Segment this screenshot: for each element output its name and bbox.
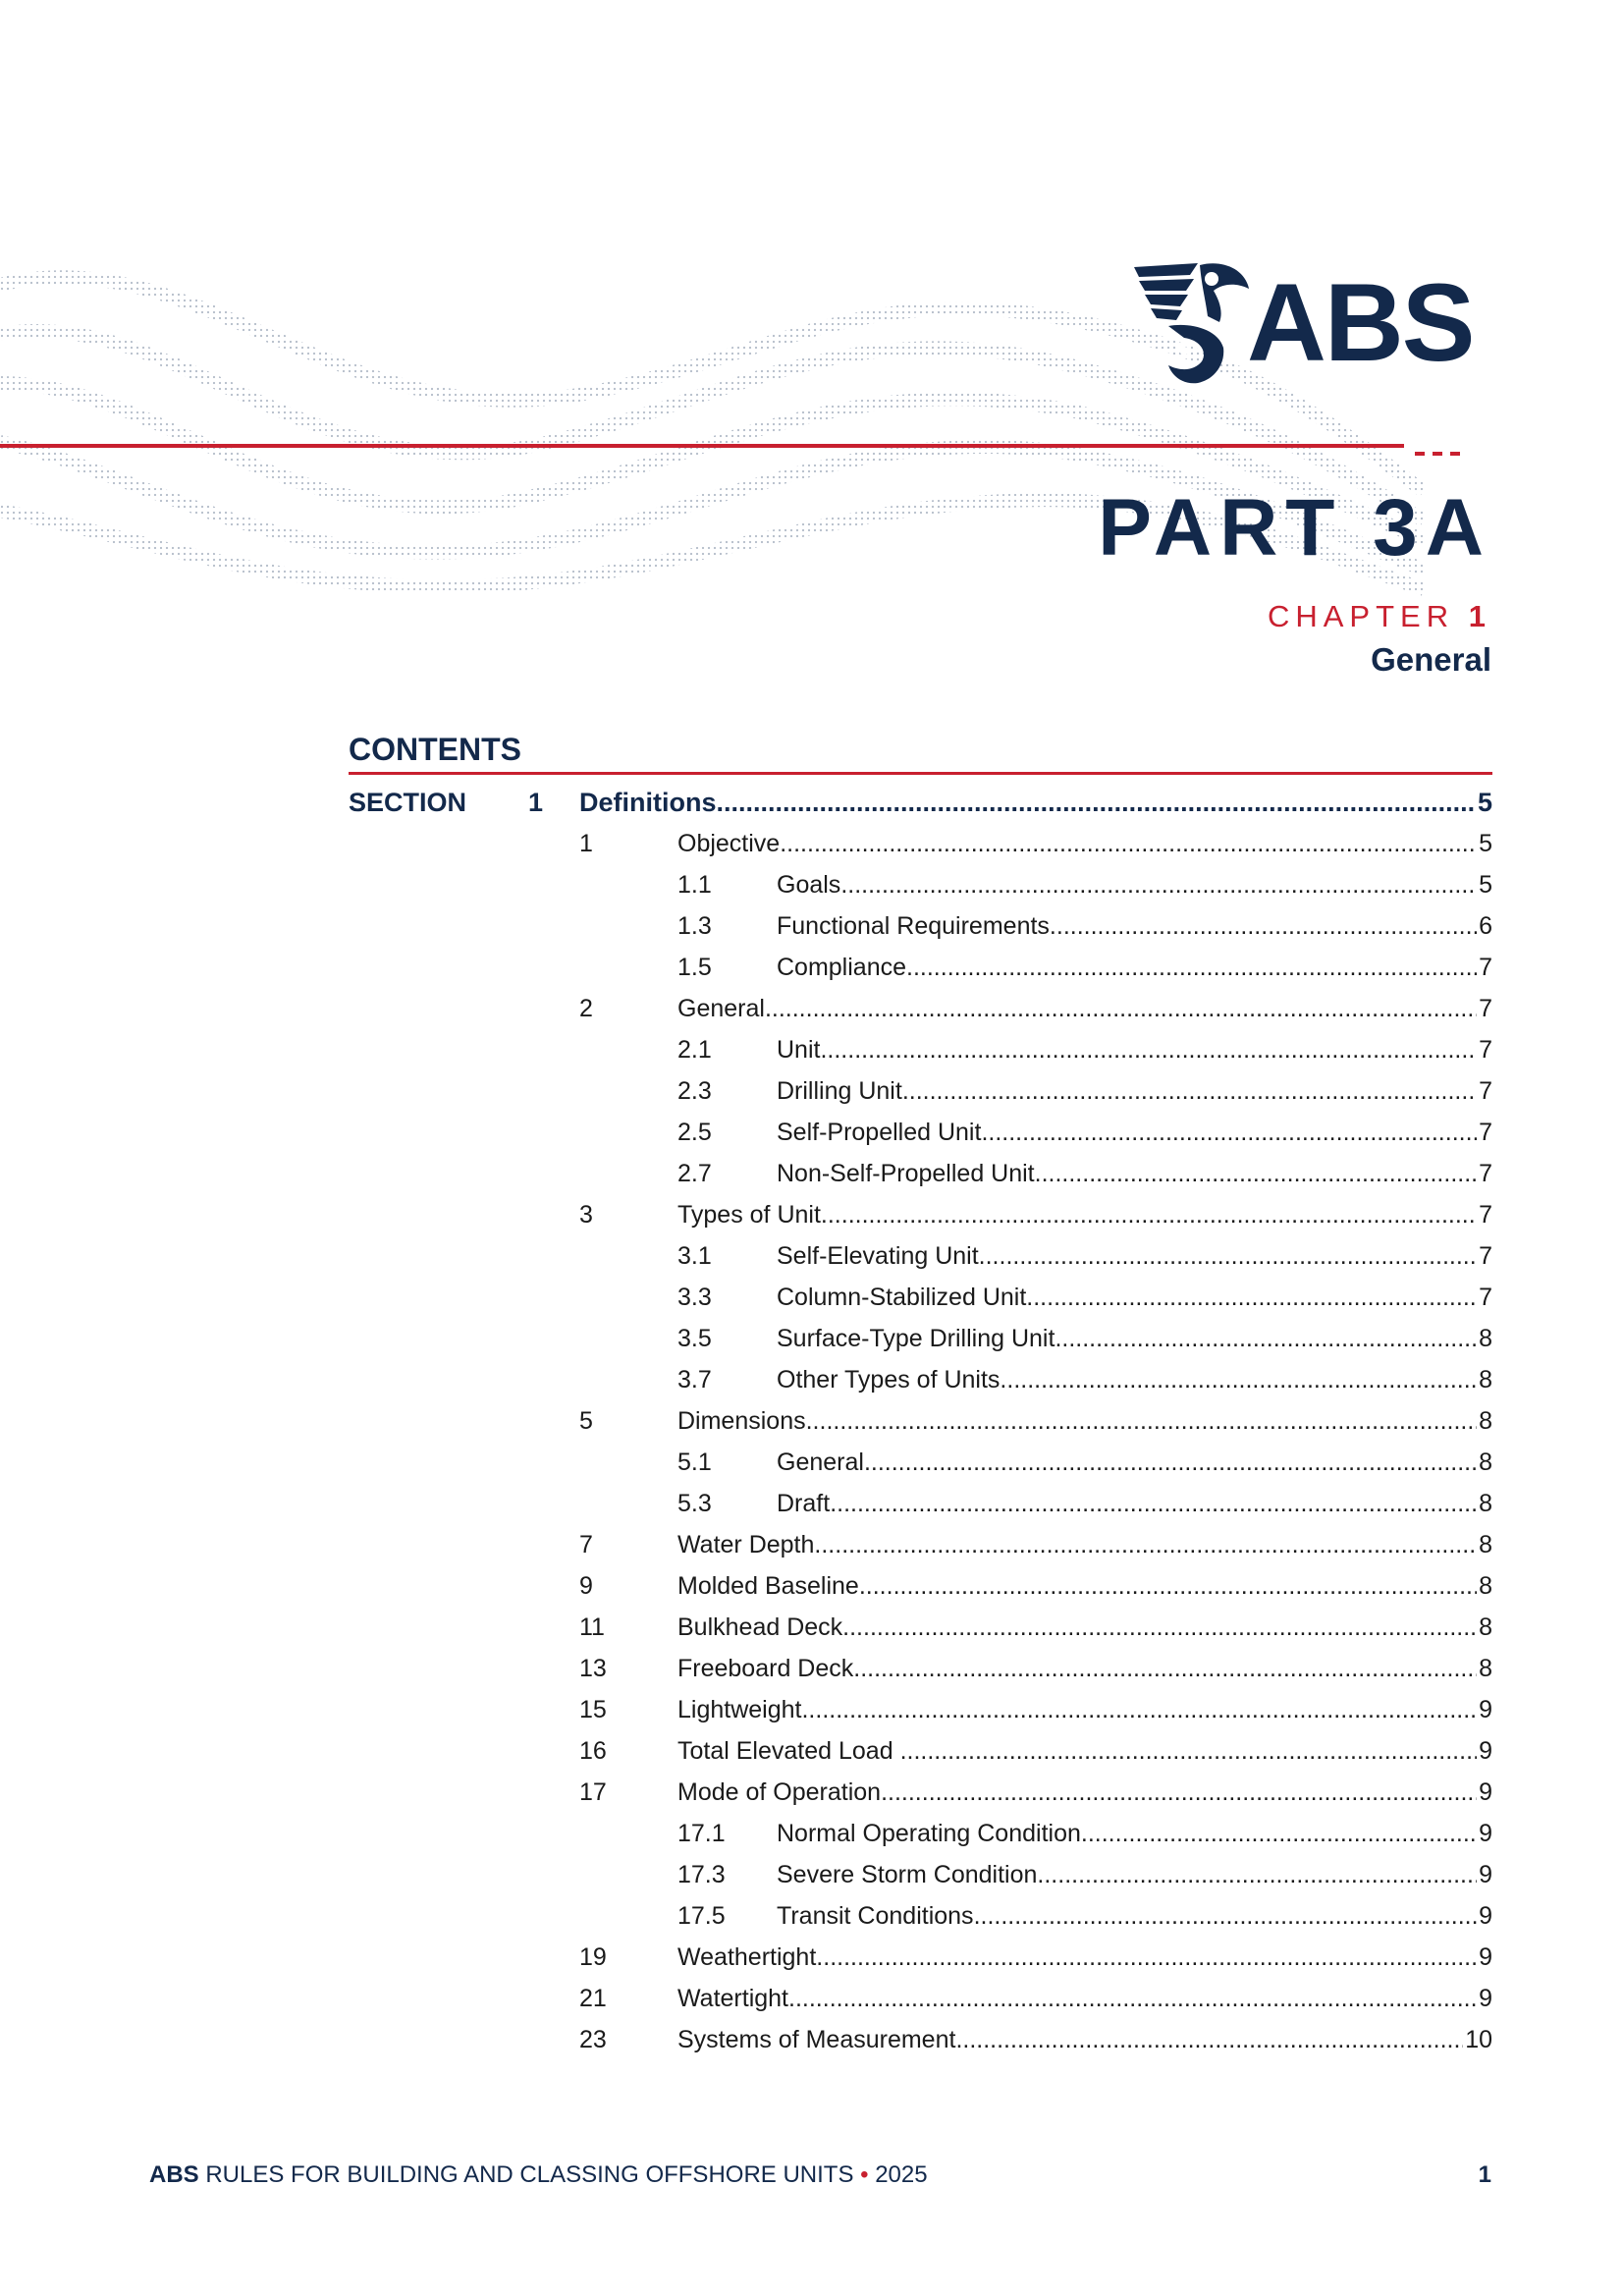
- toc-entry-page: 8: [1479, 1613, 1492, 1641]
- toc-entry[interactable]: [349, 1607, 1492, 1648]
- toc-entry-title: Other Types of Units: [777, 1366, 1001, 1394]
- abs-logo: [1129, 257, 1481, 395]
- toc-entry-page: 7: [1479, 1036, 1492, 1064]
- toc-entry-number: 13: [579, 1655, 607, 1682]
- toc-entry-number: 3.5: [677, 1325, 712, 1352]
- toc-entry-page: 8: [1479, 1407, 1492, 1435]
- part-title: PART 3A: [1098, 483, 1491, 573]
- toc-entry-page: 10: [1465, 2026, 1492, 2053]
- toc-entry-number: 2.5: [677, 1119, 712, 1146]
- toc-entry[interactable]: [349, 1483, 1492, 1524]
- footer-bullet: •: [860, 2161, 869, 2188]
- toc-entry-page: 5: [1479, 871, 1492, 899]
- toc-entry[interactable]: [349, 1689, 1492, 1730]
- toc-entry-page: 9: [1479, 1778, 1492, 1806]
- toc-entry-title: Drilling Unit: [777, 1077, 902, 1105]
- toc-entry[interactable]: [349, 1937, 1492, 1978]
- toc-entry-title: General: [677, 995, 765, 1022]
- toc-entry[interactable]: [349, 1112, 1492, 1153]
- toc-entry-page: 7: [1479, 1119, 1492, 1146]
- toc-entry[interactable]: [349, 1648, 1492, 1689]
- toc-entry-title: Transit Conditions: [777, 1902, 974, 1930]
- toc-entry-title: Water Depth: [677, 1531, 815, 1558]
- table-of-contents: [349, 782, 1492, 2060]
- toc-entry-page: 7: [1479, 1077, 1492, 1105]
- toc-entry-title: Total Elevated Load: [677, 1737, 900, 1765]
- footer-brand: ABS: [149, 2161, 199, 2188]
- toc-entry[interactable]: [349, 1813, 1492, 1854]
- chapter-title: General: [1371, 641, 1491, 678]
- eagle-icon: [1129, 257, 1257, 395]
- toc-entry-number: 2: [579, 995, 593, 1022]
- toc-entry-number: 2.3: [677, 1077, 712, 1105]
- toc-entry-page: 8: [1479, 1572, 1492, 1600]
- toc-entry-page: 7: [1479, 1284, 1492, 1311]
- toc-entry-title: Weathertight: [677, 1943, 817, 1971]
- logo-text: ABS: [1247, 261, 1474, 384]
- toc-entry-number: 11: [579, 1613, 605, 1641]
- toc-entry[interactable]: [349, 1235, 1492, 1277]
- toc-entry-number: 2.1: [677, 1036, 712, 1064]
- toc-entry-title: Draft: [777, 1490, 831, 1517]
- toc-entry-title: Functional Requirements: [777, 912, 1050, 940]
- toc-entry-number: 19: [579, 1943, 607, 1971]
- toc-entry[interactable]: [349, 1442, 1492, 1483]
- toc-entry-title: Severe Storm Condition: [777, 1861, 1038, 1888]
- contents-heading: CONTENTS: [349, 732, 521, 767]
- toc-entry-page: 9: [1479, 1820, 1492, 1847]
- section-number: 1: [528, 788, 544, 817]
- toc-entry-title: Normal Operating Condition: [777, 1820, 1081, 1847]
- footer-year: 2025: [875, 2161, 928, 2188]
- toc-entry-page: 8: [1479, 1449, 1492, 1476]
- chapter-label: CHAPTER 1: [1267, 599, 1491, 633]
- toc-entry[interactable]: [349, 905, 1492, 947]
- toc-entry[interactable]: [349, 1194, 1492, 1235]
- toc-entry-page: 7: [1479, 1242, 1492, 1270]
- toc-entry[interactable]: [349, 2019, 1492, 2060]
- header-red-rule: [0, 444, 1404, 448]
- toc-entry-number: 5: [579, 1407, 593, 1435]
- toc-entry-title: Unit: [777, 1036, 821, 1064]
- toc-entry[interactable]: [349, 1895, 1492, 1937]
- toc-entry[interactable]: [349, 1400, 1492, 1442]
- toc-entry-number: 1: [579, 830, 593, 857]
- toc-entry-number: 2.7: [677, 1160, 712, 1187]
- contents-rule: [349, 772, 1492, 775]
- toc-entry-page: 7: [1479, 995, 1492, 1022]
- toc-entry-page: 6: [1479, 912, 1492, 940]
- toc-entry-number: 7: [579, 1531, 593, 1558]
- toc-entry[interactable]: [349, 1730, 1492, 1772]
- footer-title: RULES FOR BUILDING AND CLASSING OFFSHORE UNITS: [205, 2161, 854, 2188]
- toc-entry[interactable]: [349, 1978, 1492, 2019]
- toc-entry-number: 3: [579, 1201, 593, 1229]
- toc-entry-title: Compliance: [777, 954, 907, 981]
- toc-entry-title: Self-Propelled Unit: [777, 1119, 982, 1146]
- toc-entry-page: 9: [1479, 1985, 1492, 2012]
- toc-entry[interactable]: [349, 1359, 1492, 1400]
- toc-entry-number: 5.3: [677, 1490, 712, 1517]
- toc-entry-number: 15: [579, 1696, 607, 1723]
- section-page: 5: [1477, 788, 1492, 817]
- toc-entry[interactable]: [349, 1029, 1492, 1070]
- toc-entry[interactable]: [349, 1565, 1492, 1607]
- footer-text: [149, 2160, 928, 2190]
- toc-entry-title: Objective: [677, 830, 781, 857]
- toc-entry-number: 1.1: [677, 871, 712, 899]
- toc-entry-number: 5.1: [677, 1449, 712, 1476]
- toc-entry-number: 17.3: [677, 1861, 726, 1888]
- toc-entry-number: 23: [579, 2026, 607, 2053]
- toc-entry[interactable]: [349, 947, 1492, 988]
- toc-entry-title: Molded Baseline: [677, 1572, 859, 1600]
- toc-entry-page: 8: [1479, 1531, 1492, 1558]
- toc-entry-title: General: [777, 1449, 864, 1476]
- toc-entry-page: 7: [1479, 1201, 1492, 1229]
- toc-entry[interactable]: [349, 823, 1492, 864]
- toc-entry[interactable]: [349, 864, 1492, 905]
- toc-entry[interactable]: [349, 1153, 1492, 1194]
- toc-entry-number: 1.3: [677, 912, 712, 940]
- toc-entry-page: 8: [1479, 1490, 1492, 1517]
- toc-entry-page: 8: [1479, 1366, 1492, 1394]
- toc-entry-number: 21: [579, 1985, 607, 2012]
- toc-entry-page: 5: [1479, 830, 1492, 857]
- toc-entry[interactable]: [349, 1854, 1492, 1895]
- toc-entry-title: Dimensions: [677, 1407, 806, 1435]
- toc-entry-number: 17.1: [677, 1820, 726, 1847]
- toc-entry-title: Self-Elevating Unit: [777, 1242, 979, 1270]
- toc-entry-number: 17: [579, 1778, 607, 1806]
- toc-entry-number: 16: [579, 1737, 607, 1765]
- toc-entry-number: 3.1: [677, 1242, 712, 1270]
- toc-entry[interactable]: [349, 1318, 1492, 1359]
- toc-entry-page: 7: [1479, 1160, 1492, 1187]
- toc-entry-number: 3.7: [677, 1366, 712, 1394]
- toc-entry-page: 9: [1479, 1943, 1492, 1971]
- toc-entry-page: 8: [1479, 1325, 1492, 1352]
- toc-entry-number: 3.3: [677, 1284, 712, 1311]
- section-label: SECTION: [349, 788, 467, 817]
- toc-section-row[interactable]: [349, 782, 1492, 823]
- toc-entry-title: Surface-Type Drilling Unit: [777, 1325, 1055, 1352]
- toc-entry[interactable]: [349, 988, 1492, 1029]
- toc-entry-number: 1.5: [677, 954, 712, 981]
- toc-entry[interactable]: [349, 1070, 1492, 1112]
- toc-entry-page: 7: [1479, 954, 1492, 981]
- toc-entry-title: Non-Self-Propelled Unit: [777, 1160, 1035, 1187]
- toc-entry[interactable]: [349, 1524, 1492, 1565]
- toc-entry-page: 9: [1479, 1902, 1492, 1930]
- toc-entry[interactable]: [349, 1277, 1492, 1318]
- toc-entry-title: Lightweight: [677, 1696, 802, 1723]
- toc-entry-title: Goals: [777, 871, 841, 899]
- toc-entry-page: 8: [1479, 1655, 1492, 1682]
- header-red-dashes: [1415, 443, 1469, 449]
- page-number: 1: [1478, 2161, 1491, 2188]
- toc-entry-page: 9: [1479, 1696, 1492, 1723]
- toc-entry[interactable]: [349, 1772, 1492, 1813]
- toc-entry-page: 9: [1479, 1737, 1492, 1765]
- toc-entry-title: Bulkhead Deck: [677, 1613, 843, 1641]
- toc-entry-title: Watertight: [677, 1985, 789, 2012]
- toc-entry-number: 9: [579, 1572, 593, 1600]
- toc-entry-title: Column-Stabilized Unit: [777, 1284, 1027, 1311]
- toc-entry-title: Mode of Operation: [677, 1778, 882, 1806]
- toc-entry-title: Freeboard Deck: [677, 1655, 854, 1682]
- toc-entry-title: Systems of Measurement: [677, 2026, 956, 2053]
- toc-entry-title: Types of Unit: [677, 1201, 821, 1229]
- section-title: Definitions: [579, 788, 717, 817]
- toc-entry-page: 9: [1479, 1861, 1492, 1888]
- toc-entry-number: 17.5: [677, 1902, 726, 1930]
